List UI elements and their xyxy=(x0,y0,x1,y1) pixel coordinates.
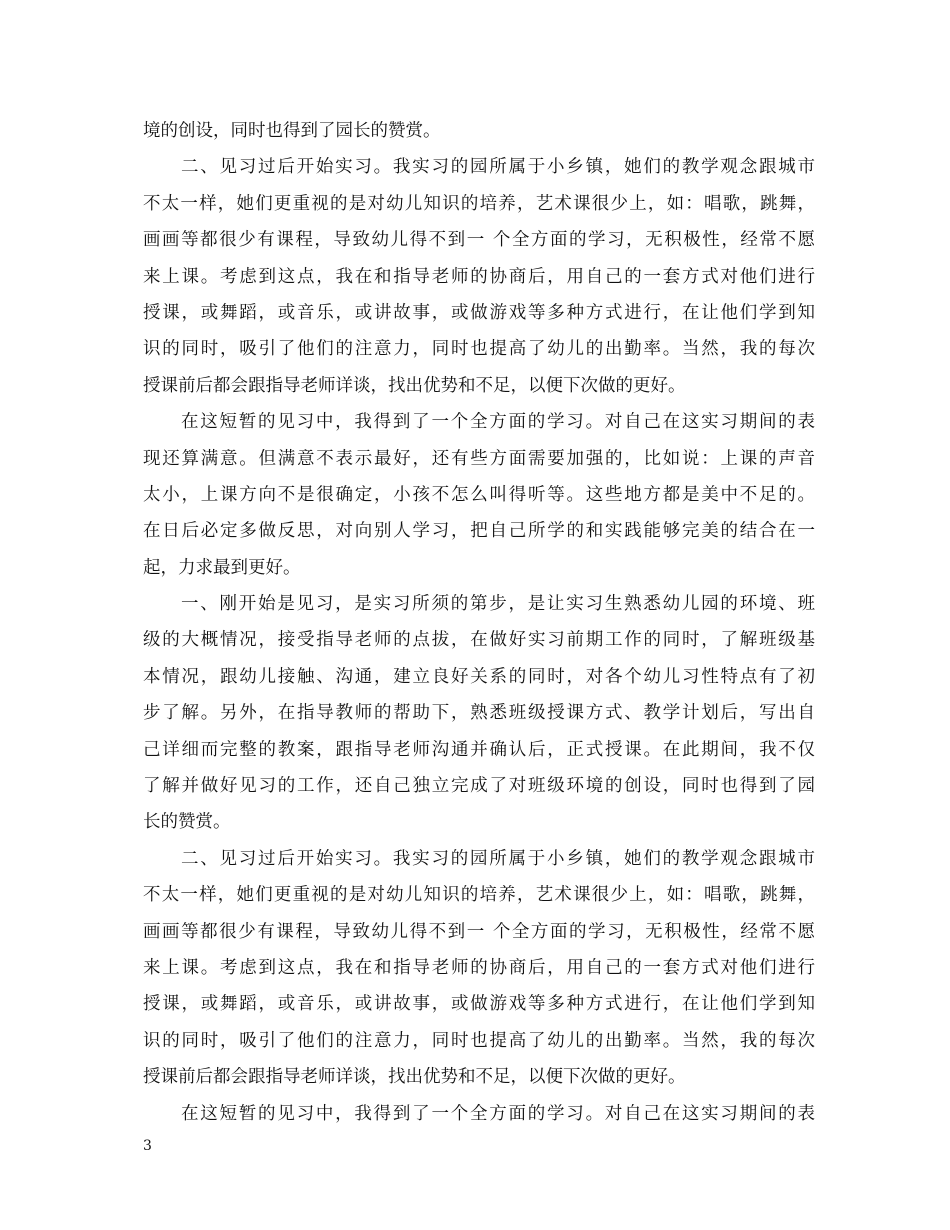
text-line: 境的创设，同时也得到了园长的赞赏。 xyxy=(143,121,441,141)
text-line: 在这短暂的见习中，我得到了一个全方面的学习。对自己在这实习期间的表 xyxy=(181,412,815,433)
text-line: 画画等都很少有课程，导致幼儿得不到一 个全方面的学习，无积极性，经常不愿 xyxy=(143,921,815,942)
text-line: 二、见习过后开始实习。我实习的园所属于小乡镇，她们的教学观念跟城市 xyxy=(181,157,815,178)
text-line: 在日后必定多做反思，对向别人学习，把自己所学的和实践能够完美的结合在一 xyxy=(143,521,815,542)
text-line: 二、见习过后开始实习。我实习的园所属于小乡镇，她们的教学观念跟城市 xyxy=(181,848,815,869)
page-number: 3 xyxy=(143,1138,152,1154)
text-line: 不太一样，她们更重视的是对幼儿知识的培养，艺术课很少上，如：唱歌，跳舞， xyxy=(143,885,815,906)
text-line: 起，力求最到更好。 xyxy=(143,557,301,578)
text-line: 识的同时，吸引了他们的注意力，同时也提高了幼儿的出勤率。当然，我的每次 xyxy=(143,339,815,360)
text-line: 画画等都很少有课程，导致幼儿得不到一 个全方面的学习，无积极性，经常不愿 xyxy=(143,230,815,251)
text-line: 授课前后都会跟指导老师详谈，找出优势和不足，以便下次做的更好。 xyxy=(143,375,686,396)
text-line: 己详细而完整的教案，跟指导老师沟通并确认后，正式授课。在此期间，我不仅 xyxy=(143,739,815,760)
text-line: 现还算满意。但满意不表示最好，还有些方面需要加强的，比如说：上课的声音 xyxy=(143,448,815,469)
text-line: 在这短暂的见习中，我得到了一个全方面的学习。对自己在这实习期间的表 xyxy=(181,1103,815,1124)
text-line: 授课，或舞蹈，或音乐，或讲故事，或做游戏等多种方式进行，在让他们学到知 xyxy=(143,994,815,1015)
text-line: 长的赞赏。 xyxy=(143,812,231,833)
text-line: 识的同时，吸引了他们的注意力，同时也提高了幼儿的出勤率。当然，我的每次 xyxy=(143,1030,815,1051)
document-body xyxy=(143,113,815,1132)
text-line: 来上课。考虑到这点，我在和指导老师的协商后，用自己的一套方式对他们进行 xyxy=(143,957,815,978)
text-line: 太小，上课方向不是很确定，小孩不怎么叫得听等。这些地方都是美中不足的。 xyxy=(143,484,815,505)
text-line: 来上课。考虑到这点，我在和指导老师的协商后，用自己的一套方式对他们进行 xyxy=(143,266,815,287)
text-line: 授课，或舞蹈，或音乐，或讲故事，或做游戏等多种方式进行，在让他们学到知 xyxy=(143,302,815,323)
text-line: 授课前后都会跟指导老师详谈，找出优势和不足，以便下次做的更好。 xyxy=(143,1067,686,1088)
text-line: 步了解。另外，在指导教师的帮助下，熟悉班级授课方式、教学计划后，写出自 xyxy=(143,703,815,724)
text-line: 级的大概情况，接受指导老师的点拔，在做好实习前期工作的同时，了解班级基 xyxy=(143,630,815,651)
text-line: 不太一样，她们更重视的是对幼儿知识的培养，艺术课很少上，如：唱歌，跳舞， xyxy=(143,193,815,214)
text-line: 一、刚开始是见习，是实习所须的第步，是让实习生熟悉幼儿园的环境、班 xyxy=(181,594,815,615)
text-line: 了解并做好见习的工作，还自己独立完成了对班级环境的创设，同时也得到了园 xyxy=(143,776,815,797)
text-line: 本情况，跟幼儿接触、沟通，建立良好关系的同时，对各个幼儿习性特点有了初 xyxy=(143,666,815,687)
